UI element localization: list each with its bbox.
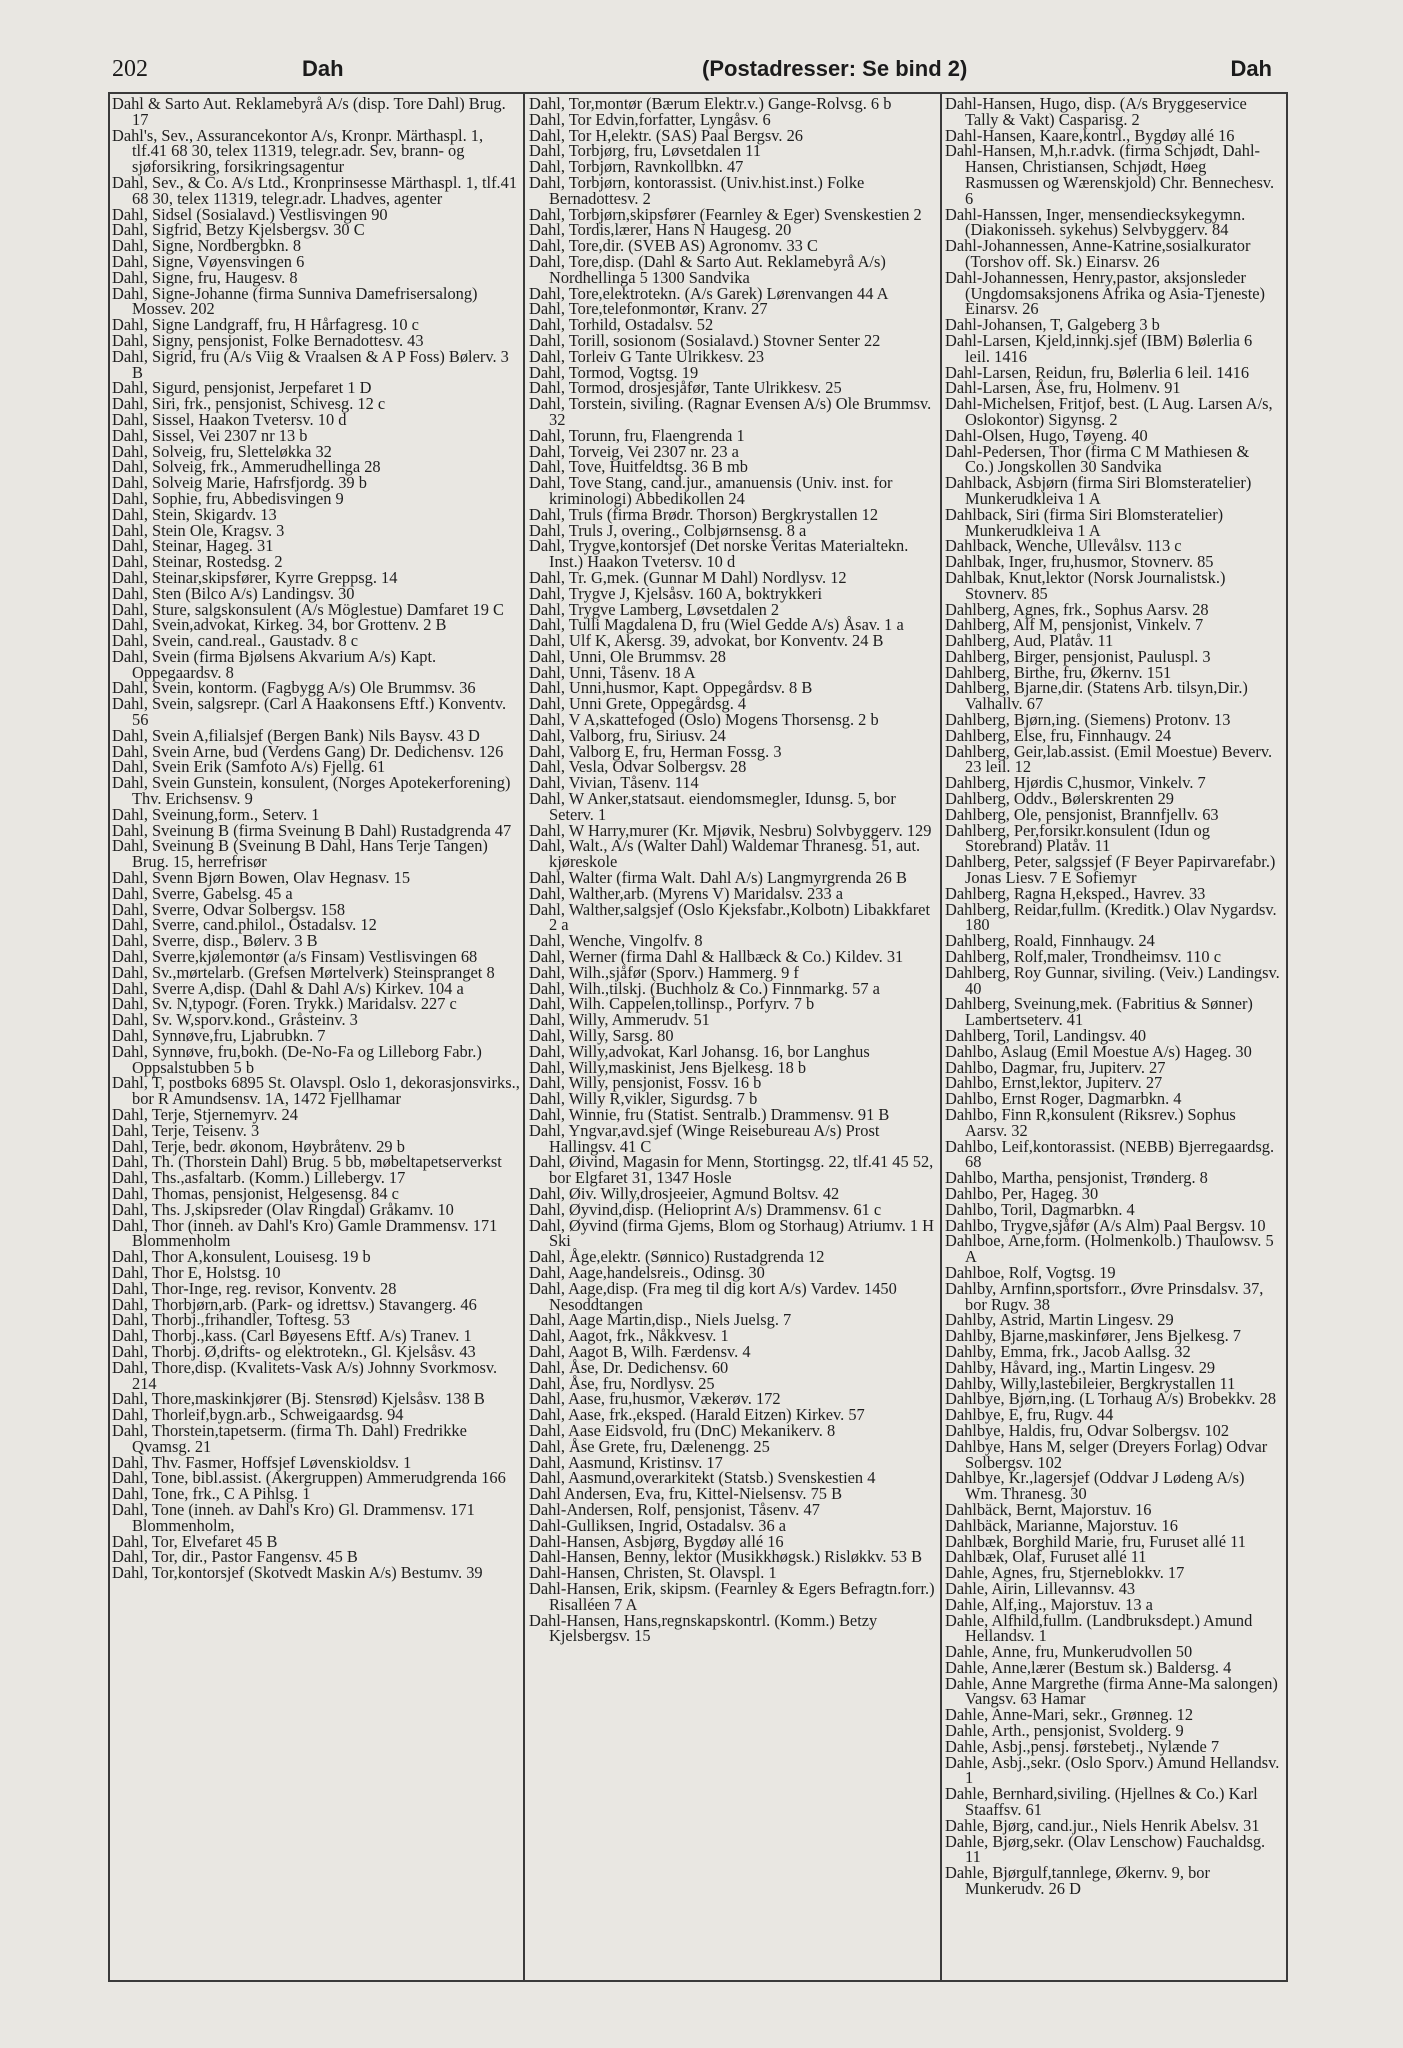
directory-entry: Dahl, Tore,telefonmontør, Kranv. 27: [529, 299, 768, 319]
page-header: [112, 56, 1292, 88]
directory-entry: Dahl's, Sev., Assurancekontor A/s, Kronpr. Märthaspl. 1, tlf.41 68 30, telex 11319, telegr.adr. Sev, brann- og sjøforsikring, forsikringsagentur: [112, 125, 484, 177]
directory-entry: Dahl, Svein,advokat, Kirkeg. 34, bor Grottenv. 2 B: [112, 615, 447, 635]
directory-entry: Dahl, Stein, Skigardv. 13: [112, 504, 277, 524]
directory-entry: Dahlberg, Peter, salgssjef (F Beyer Papirvarefabr.) Jonas Liesv. 7 E Sofiemyr: [945, 852, 1276, 888]
directory-entry: Dahlberg, Geir,lab.assist. (Emil Moestue) Beverv. 23 leil. 12: [945, 741, 1273, 777]
directory-entry: Dahl, Torbjørn, Ravnkollbkn. 47: [529, 157, 744, 177]
directory-entry: Dahl-Hansen, Christen, St. Olavspl. 1: [529, 1563, 777, 1583]
directory-entry: Dahl, Thomas, pensjonist, Helgesensg. 84 c: [112, 1183, 399, 1203]
directory-entry: Dahl, T, postboks 6895 St. Olavspl. Oslo 1, dekorasjonsvirks., bor R Amundsensv. 1A, 1472 Fjellhamar: [112, 1073, 520, 1109]
directory-entry: Dahl, Signe-Johanne (firma Sunniva Damefrisersalong) Mossev. 202: [112, 283, 478, 319]
column-3: [945, 96, 1280, 1976]
directory-entry: Dahlberg, Birthe, fru, Økernv. 151: [945, 662, 1172, 682]
directory-entry: Dahl, Torbjørn,skipsfører (Fearnley & Eger) Svenskestien 2: [529, 204, 922, 224]
directory-entry: Dahlberg, Per,forsikr.konsulent (Idun og Storebrand) Platåv. 11: [945, 820, 1210, 856]
directory-entry: Dahl, W Anker,statsaut. eiendomsmegler, Idunsg. 5, bor Seterv. 1: [529, 789, 896, 824]
directory-entry: Dahl, Tor, dir., Pastor Fangensv. 45 B: [112, 1547, 358, 1567]
directory-entry: Dahl, Torbjørg, fru, Løvsetdalen 11: [529, 141, 762, 161]
directory-entry: Dahlbo, Aslaug (Emil Moestue A/s) Hageg. 30: [945, 1041, 1252, 1061]
directory-entry: Dahl, Torhild, Ostadalsv. 52: [529, 315, 714, 335]
directory-entry: Dahlby, Emma, frk., Jacob Aallsg. 32: [945, 1341, 1191, 1361]
directory-entry: Dahlbye, Haldis, fru, Odvar Solbergsv. 102: [945, 1420, 1230, 1440]
directory-entry: Dahl, Svein, kontorm. (Fagbygg A/s) Ole Brummsv. 36: [112, 678, 476, 698]
directory-entry: Dahl, Aagot B, Wilh. Færdensv. 4: [529, 1341, 751, 1361]
directory-entry: Dahl, Tone, bibl.assist. (Akergruppen) Ammerudgrenda 166: [112, 1468, 506, 1488]
directory-entry: Dahl, Thorbj.,kass. (Carl Bøyesens Eftf. A/s) Tranev. 1: [112, 1326, 472, 1346]
directory-entry: Dahlberg, Rolf,maler, Trondheimsv. 110 c: [945, 947, 1221, 967]
directory-entry: Dahl, Aasmund,overarkitekt (Statsb.) Svenskestien 4: [529, 1468, 876, 1488]
directory-entry: Dahl, Torleiv G Tante Ulrikkesv. 23: [529, 346, 765, 366]
directory-entry: Dahl, Øivind, Magasin for Menn, Stortingsg. 22, tlf.41 45 52, bor Elgfaret 31, 1347 Hosle: [529, 1152, 934, 1188]
directory-entry: Dahl, Tore,elektrotekn. (A/s Garek) Lørenvangen 44 A: [529, 283, 889, 303]
directory-entry: Dahlberg, Hjørdis C,husmor, Vinkelv. 7: [945, 773, 1206, 793]
directory-entry: Dahle, Anne-Mari, sekr., Grønneg. 12: [945, 1705, 1194, 1725]
directory-entry: Dahlberg, Birger, pensjonist, Pauluspl. 3: [945, 646, 1211, 666]
directory-entry: Dahl, Thore,maskinkjører (Bj. Stensrød) Kjelsåsv. 138 B: [112, 1389, 485, 1409]
directory-entry: Dahl, Synnøve,fru, Ljabrubkn. 7: [112, 1026, 326, 1046]
directory-entry: Dahl, Sveinung B (firma Sveinung B Dahl) Rustadgrenda 47: [112, 820, 512, 840]
directory-entry: Dahl, V A,skattefoged (Oslo) Mogens Thorsensg. 2 b: [529, 710, 879, 730]
directory-entry: Dahl, Terje, bedr. økonom, Høybråtenv. 29 b: [112, 1136, 405, 1156]
directory-entry: Dahl, Sv. N,typogr. (Foren. Trykk.) Maridalsv. 227 c: [112, 994, 457, 1014]
directory-entry: Dahl, Steinar, Rostedsg. 2: [112, 552, 283, 572]
directory-entry: Dahlberg, Aud, Platåv. 11: [945, 631, 1114, 651]
directory-entry: Dahl, Willy, pensjonist, Fossv. 16 b: [529, 1073, 762, 1093]
directory-entry: Dahlbo, Martha, pensjonist, Trønderg. 8: [945, 1168, 1208, 1188]
directory-entry: Dahl, Tore,dir. (SVEB AS) Agronomv. 33 C: [529, 236, 818, 256]
directory-entry: Dahle, Anne, fru, Munkerudvollen 50: [945, 1642, 1193, 1662]
directory-entry: Dahl, Willy, Sarsg. 80: [529, 1026, 674, 1046]
directory-entry: Dahlbo, Per, Hageg. 30: [945, 1183, 1099, 1203]
header-left-guide-word: Dah: [302, 56, 344, 81]
directory-entry: Dahl, Wilh.,sjåfør (Sporv.) Hammerg. 9 f: [529, 962, 799, 982]
directory-entry: Dahlboe, Arne,form. (Holmenkolb.) Thaulowsv. 5 A: [945, 1231, 1274, 1267]
directory-entry: Dahl-Hansen, Hans,regnskapskontrl. (Komm.) Betzy Kjelsbergsv. 15: [529, 1610, 878, 1646]
directory-entry: Dahlberg, Bjørn,ing. (Siemens) Protonv. 13: [945, 710, 1231, 730]
directory-entry: Dahl, Thorleif,bygn.arb., Schweigaardsg. 94: [112, 1405, 404, 1425]
directory-entry: Dahlbo, Ernst Roger, Dagmarbkn. 4: [945, 1089, 1182, 1109]
directory-entry: Dahlbæk, Borghild Marie, fru, Furuset allé 11: [945, 1531, 1246, 1551]
directory-entry: Dahlbo, Trygve,sjåfør (A/s Alm) Paal Bergsv. 10: [945, 1215, 1266, 1235]
directory-entry: Dahl, Truls (firma Brødr. Thorson) Bergkrystallen 12: [529, 504, 879, 524]
column-divider: [940, 92, 942, 1982]
directory-entry: Dahl, Svein Arne, bud (Verdens Gang) Dr. Dedichensv. 126: [112, 741, 504, 761]
directory-entry: Dahlberg, Ole, pensjonist, Brannfjellv. 63: [945, 804, 1219, 824]
directory-entry: Dahl Andersen, Eva, fru, Kittel-Nielsensv. 75 B: [529, 1484, 843, 1504]
directory-entry: Dahl, W Harry,murer (Kr. Mjøvik, Nesbru) Solvbyggerv. 129: [529, 820, 932, 840]
directory-entry: Dahl & Sarto Aut. Reklamebyrå A/s (disp. Tore Dahl) Brug. 17: [112, 96, 506, 129]
directory-entry: Dahlboe, Rolf, Vogtsg. 19: [945, 1262, 1116, 1282]
directory-entry: Dahl, Sissel, Haakon Tvetersv. 10 d: [112, 409, 347, 429]
directory-entry: Dahl, Thorbj.,frihandler, Toftesg. 53: [112, 1310, 350, 1330]
directory-entry: Dahl, Valborg E, fru, Herman Fossg. 3: [529, 741, 782, 761]
directory-entry: Dahl-Pedersen, Thor (firma C M Mathiesen & Co.) Jongskollen 30 Sandvika: [945, 441, 1250, 477]
directory-entry: Dahl, Sissel, Vei 2307 nr 13 b: [112, 425, 308, 445]
directory-entry: Dahl-Johannessen, Anne-Katrine,sosialkurator (Torshov off. Sk.) Einarsv. 26: [945, 236, 1251, 271]
directory-entry: Dahl, Werner (firma Dahl & Hallbæck & Co.) Kildev. 31: [529, 947, 904, 967]
directory-entry: Dahl, Åge,elektr. (Sønnico) Rustadgrenda 12: [529, 1247, 825, 1267]
directory-entry: Dahl, Walt., A/s (Walter Dahl) Waldemar Thranesg. 51, aut. kjøreskole: [529, 836, 921, 872]
column-1: [112, 96, 522, 1976]
directory-entry: Dahl, Sverre A,disp. (Dahl & Dahl A/s) Kirkev. 104 a: [112, 978, 464, 998]
directory-entry: Dahl-Olsen, Hugo, Tøyeng. 40: [945, 425, 1148, 445]
directory-entry: Dahl, Ulf K, Akersg. 39, advokat, bor Konventv. 24 B: [529, 631, 884, 651]
directory-entry: Dahlbo, Dagmar, fru, Jupiterv. 27: [945, 1057, 1166, 1077]
directory-entry: Dahlberg, Sveinung,mek. (Fabritius & Sønner) Lambertseterv. 41: [945, 994, 1253, 1030]
directory-entry: Dahlbye, Hans M, selger (Dreyers Forlag) Odvar Solbergsv. 102: [945, 1436, 1268, 1472]
directory-entry: Dahl, Thore,disp. (Kvalitets-Vask A/s) Johnny Svorkmosv. 214: [112, 1357, 498, 1393]
directory-entry: Dahl, Sidsel (Sosialavd.) Vestlisvingen 90: [112, 204, 388, 224]
directory-entry: Dahl-Johansen, T, Galgeberg 3 b: [945, 315, 1160, 335]
directory-entry: Dahl, Sv.,mørtelarb. (Grefsen Mørtelverk) Steinspranget 8: [112, 962, 495, 982]
directory-entry: Dahl, Tore,disp. (Dahl & Sarto Aut. Reklamebyrå A/s) Nordhellinga 5 1300 Sandvika: [529, 251, 886, 287]
directory-entry: Dahlbye, Kr.,lagersjef (Oddvar J Lødeng A/s) Wm. Thranesg. 30: [945, 1468, 1245, 1504]
directory-entry: Dahle, Bjørg, cand.jur., Niels Henrik Abelsv. 31: [945, 1815, 1260, 1835]
directory-entry: Dahle, Bjørg,sekr. (Olav Lenschow) Fauchaldsg. 11: [945, 1831, 1266, 1867]
directory-entry: Dahlbäck, Marianne, Majorstuv. 16: [945, 1515, 1178, 1535]
directory-entry: Dahlby, Håvard, ing., Martin Lingesv. 29: [945, 1357, 1216, 1377]
directory-entry: Dahle, Airin, Lillevannsv. 43: [945, 1578, 1136, 1598]
directory-entry: Dahl, Thorbj. Ø,drifts- og elektrotekn., Gl. Kjelsåsv. 43: [112, 1341, 476, 1361]
directory-entry: Dahl, Tove Stang, cand.jur., amanuensis (Univ. inst. for kriminologi) Abbedikollen 24: [529, 473, 893, 508]
directory-entry: Dahl, Valborg, fru, Siriusv. 24: [529, 725, 726, 745]
directory-entry: Dahl, Svein Gunstein, konsulent, (Norges Apotekerforening) Thv. Erichsensv. 9: [112, 773, 511, 809]
directory-entry: Dahl, Torstein, siviling. (Ragnar Evensen A/s) Ole Brummsv. 32: [529, 394, 932, 429]
directory-entry: Dahl, Øyvind (firma Gjems, Blom og Storhaug) Atriumv. 1 H Ski: [529, 1215, 935, 1251]
directory-entry: Dahl, Øiv. Willy,drosjeeier, Agmund Boltsv. 42: [529, 1183, 840, 1203]
directory-entry: Dahl, Thv. Fasmer, Hoffsjef Løvenskioldsv. 1: [112, 1452, 412, 1472]
directory-entry: Dahl, Tor,kontorsjef (Skotvedt Maskin A/s) Bestumv. 39: [112, 1563, 483, 1583]
directory-entry: Dahle, Anne Margrethe (firma Anne-Ma salongen) Vangsv. 63 Hamar: [945, 1673, 1278, 1709]
directory-entry: Dahl-Hansen, Erik, skipsm. (Fearnley & Egers Befragtn.forr.) Risalléen 7 A: [529, 1578, 935, 1614]
directory-entry: Dahl, Willy,maskinist, Jens Bjelkesg. 18 b: [529, 1057, 807, 1077]
directory-entry: Dahl, Svenn Bjørn Bowen, Olav Hegnasv. 15: [112, 868, 411, 888]
header-right-guide-word: Dah: [1230, 56, 1272, 81]
directory-entry: Dahlbo, Ernst,lektor, Jupiterv. 27: [945, 1073, 1163, 1093]
directory-entry: Dahl, Aage Martin,disp., Niels Juelsg. 7: [529, 1310, 792, 1330]
directory-entry: Dahlberg, Toril, Landingsv. 40: [945, 1026, 1147, 1046]
directory-entry: Dahle, Bjørgulf,tannlege, Økernv. 9, bor Munkerudv. 26 D: [945, 1863, 1210, 1899]
directory-entry: Dahl, Thor (inneh. av Dahl's Kro) Gamle Drammensv. 171 Blommenholm: [112, 1215, 498, 1251]
directory-entry: Dahlby, Willy,lastebileier, Bergkrystallen 11: [945, 1373, 1236, 1393]
directory-entry: Dahl, Sture, salgskonsulent (A/s Möglestue) Damfaret 19 C: [112, 599, 504, 619]
directory-entry: Dahlberg, Bjarne,dir. (Statens Arb. tilsyn,Dir.) Valhallv. 67: [945, 678, 1248, 714]
directory-entry: Dahl, Thor-Inge, reg. revisor, Konventv. 28: [112, 1278, 397, 1298]
directory-entry: Dahle, Bernhard,siviling. (Hjellnes & Co.) Karl Staaffsv. 61: [945, 1784, 1258, 1820]
directory-entry: Dahl, Th. (Thorstein Dahl) Brug. 5 bb, møbeltapetserverkst: [112, 1152, 502, 1172]
directory-entry: Dahlbo, Toril, Dagmarbkn. 4: [945, 1199, 1135, 1219]
directory-entry: Dahl, Wilh. Cappelen,tollinsp., Porfyrv. 7 b: [529, 994, 815, 1014]
directory-entry: Dahl, Sverre,kjølemontør (a/s Finsam) Vestlisvingen 68: [112, 947, 478, 967]
directory-entry: Dahlberg, Agnes, frk., Sophus Aarsv. 28: [945, 599, 1209, 619]
directory-entry: Dahlbak, Knut,lektor (Norsk Journalistsk.) Stovnerv. 85: [945, 567, 1226, 603]
directory-entry: Dahl, Svein A,filialsjef (Bergen Bank) Nils Baysv. 43 D: [112, 725, 480, 745]
directory-entry: Dahl-Hansen, Kaare,kontrl., Bygdøy allé 16: [945, 125, 1235, 145]
directory-entry: Dahl, Truls J, overing., Colbjørnsensg. 8 a: [529, 520, 807, 540]
directory-entry: Dahl, Trygve,kontorsjef (Det norske Veritas Materialtekn. Inst.) Haakon Tvetersv. 10 d: [529, 536, 909, 572]
directory-entry: Dahl-Hansen, Hugo, disp. (A/s Bryggeservice Tally & Vakt) Casparisg. 2: [945, 96, 1247, 129]
directory-entry: Dahl, Sverre, Gabelsg. 45 a: [112, 883, 293, 903]
directory-entry: Dahl, Tr. G,mek. (Gunnar M Dahl) Nordlysv. 12: [529, 567, 847, 587]
directory-entry: Dahl, Aase Eidsvold, fru (DnC) Mekanikerv. 8: [529, 1420, 836, 1440]
header-center-note: (Postadresser: Se bind 2): [702, 56, 968, 81]
directory-entry: Dahl, Thor A,konsulent, Louisesg. 19 b: [112, 1247, 371, 1267]
directory-entry: Dahlberg, Reidar,fullm. (Kreditk.) Olav Nygardsv. 180: [945, 899, 1277, 935]
directory-entry: Dahlback, Wenche, Ullevålsv. 113 c: [945, 536, 1182, 556]
directory-entry: Dahl-Hansen, Asbjørg, Bygdøy allé 16: [529, 1531, 784, 1551]
directory-entry: Dahle, Anne,lærer (Bestum sk.) Baldersg. 4: [945, 1657, 1232, 1677]
directory-entry: Dahlbo, Leif,kontorassist. (NEBB) Bjerregaardsg. 68: [945, 1136, 1275, 1172]
directory-entry: Dahlberg, Roy Gunnar, siviling. (Veiv.) Landingsv. 40: [945, 962, 1280, 998]
directory-entry: Dahl-Larsen, Kjeld,innkj.sjef (IBM) Bølerlia 6 leil. 1416: [945, 330, 1253, 366]
directory-entry: Dahl, Sev., & Co. A/s Ltd., Kronprinsesse Märthaspl. 1, tlf.41 68 30, telex 11319, telegr.adr. Lhadves, agenter: [112, 172, 518, 208]
directory-entry: Dahl-Gulliksen, Ingrid, Ostadalsv. 36 a: [529, 1515, 787, 1535]
directory-entry: Dahl, Unni, Ole Brummsv. 28: [529, 646, 726, 666]
directory-entry: Dahl, Signy, pensjonist, Folke Bernadottesv. 43: [112, 330, 424, 350]
directory-entry: Dahl, Signe, fru, Haugesv. 8: [112, 267, 298, 287]
directory-entry: Dahl, Sigurd, pensjonist, Jerpefaret 1 D: [112, 378, 372, 398]
directory-entry: Dahl, Solveig, frk., Ammerudhellinga 28: [112, 457, 381, 477]
directory-entry: Dahl, Stein Ole, Kragsv. 3: [112, 520, 285, 540]
directory-entry: Dahlbak, Inger, fru,husmor, Stovnerv. 85: [945, 552, 1214, 572]
directory-entry: Dahl, Terje, Stjernemyrv. 24: [112, 1105, 298, 1124]
directory-entry: Dahl, Tor H,elektr. (SAS) Paal Bergsv. 26: [529, 125, 803, 145]
directory-entry: Dahle, Asbj.,sekr. (Oslo Sporv.) Amund Hellandsv. 1: [945, 1752, 1280, 1788]
directory-entry: Dahl, Ths.,asfaltarb. (Komm.) Lillebergv. 17: [112, 1168, 406, 1188]
directory-entry: Dahl-Larsen, Reidun, fru, Bølerlia 6 leil. 1416: [945, 362, 1250, 382]
column-divider: [523, 92, 525, 1982]
directory-entry: Dahl, Vesla, Odvar Solbergsv. 28: [529, 757, 747, 777]
directory-entry: Dahl, Øyvind,disp. (Helioprint A/s) Drammensv. 61 c: [529, 1199, 882, 1219]
directory-entry: Dahlbæk, Olaf, Furuset allé 11: [945, 1547, 1147, 1567]
directory-entry: Dahl, Walther,arb. (Myrens V) Maridalsv. 233 a: [529, 883, 844, 903]
directory-entry: Dahlberg, Ragna H,eksped., Havrev. 33: [945, 883, 1206, 903]
directory-entry: Dahl, Solveig Marie, Hafrsfjordg. 39 b: [112, 473, 367, 493]
directory-entry: Dahl-Hansen, M,h.r.advk. (firma Schjødt, Dahl-Hansen, Christiansen, Schjødt, Høeg Rasmussen og Wærenskjold) Chr. Bennechesv. 6: [945, 141, 1275, 208]
directory-entry: Dahl, Sveinung,form., Seterv. 1: [112, 804, 320, 824]
directory-entry: Dahlbäck, Bernt, Majorstuv. 16: [945, 1499, 1152, 1519]
directory-entry: Dahl, Trygve Lamberg, Løvsetdalen 2: [529, 599, 780, 619]
directory-entry: Dahl, Sigrid, fru (A/s Viig & Vraalsen & A P Foss) Bølerv. 3 B: [112, 346, 509, 382]
directory-entry: Dahl, Aagot, frk., Nåkkvesv. 1: [529, 1326, 729, 1346]
directory-entry: Dahlback, Asbjørn (firma Siri Blomsteratelier) Munkerudkleiva 1 A: [945, 473, 1252, 508]
directory-entry: Dahl, Thor E, Holstsg. 10: [112, 1262, 281, 1282]
directory-entry: Dahl, Sveinung B (Sveinung B Dahl, Hans Terje Tangen) Brug. 15, herrefrisør: [112, 836, 488, 872]
directory-entry: Dahl, Tor Edvin,forfatter, Lyngåsv. 6: [529, 109, 771, 129]
directory-entry: Dahl, Tulli Magdalena D, fru (Wiel Gedde A/s) Åsav. 1 a: [529, 615, 904, 635]
directory-entry: Dahl, Walter (firma Walt. Dahl A/s) Langmyrgrenda 26 B: [529, 868, 907, 888]
directory-entry: Dahl, Torveig, Vei 2307 nr. 23 a: [529, 441, 739, 461]
directory-entry: Dahlby, Arnfinn,sportsforr., Øvre Prinsdalsv. 37, bor Rugv. 38: [945, 1278, 1264, 1314]
directory-entry: Dahl, Synnøve, fru,bokh. (De-No-Fa og Lilleborg Fabr.) Oppsalstubben 5 b: [112, 1041, 482, 1077]
directory-entry: Dahlby, Astrid, Martin Lingesv. 29: [945, 1310, 1174, 1330]
directory-entry: Dahl, Willy,advokat, Karl Johansg. 16, bor Langhus: [529, 1041, 870, 1061]
directory-entry: Dahl, Tone, frk., C A Pihlsg. 1: [112, 1484, 311, 1504]
directory-entry: Dahl, Thorstein,tapetserm. (firma Th. Dahl) Fredrikke Qvamsg. 21: [112, 1420, 467, 1456]
directory-entry: Dahl, Aase, fru,husmor, Vækerøv. 172: [529, 1389, 781, 1409]
directory-entry: Dahle, Arth., pensjonist, Svolderg. 9: [945, 1721, 1184, 1741]
directory-entry: Dahl, Sv. W,sporv.kond., Gråsteinv. 3: [112, 1010, 358, 1030]
directory-entry: Dahl, Steinar, Hageg. 31: [112, 536, 274, 556]
directory-entry: Dahl, Aage,handelsreis., Odinsg. 30: [529, 1262, 765, 1282]
directory-entry: Dahl, Torill, sosionom (Sosialavd.) Stovner Senter 22: [529, 330, 881, 350]
directory-entry: Dahl, Tone (inneh. av Dahl's Kro) Gl. Drammensv. 171 Blommenholm,: [112, 1499, 475, 1535]
directory-entry: Dahl, Sverre, cand.philol., Ostadalsv. 12: [112, 915, 377, 935]
directory-entry: Dahl, Unni Grete, Oppegårdsg. 4: [529, 694, 747, 714]
directory-entry: Dahlby, Bjarne,maskinfører, Jens Bjelkesg. 7: [945, 1326, 1241, 1346]
directory-entry: Dahl, Svein Erik (Samfoto A/s) Fjellg. 61: [112, 757, 386, 777]
directory-entry: Dahlberg, Else, fru, Finnhaugv. 24: [945, 725, 1172, 745]
directory-entry: Dahl, Sten (Bilco A/s) Landingsv. 30: [112, 583, 355, 603]
directory-entry: Dahlbye, Bjørn,ing. (L Torhaug A/s) Brobekkv. 28: [945, 1389, 1277, 1409]
directory-entry: Dahle, Alf,ing., Majorstuv. 13 a: [945, 1594, 1153, 1614]
directory-entry: Dahlbye, E, fru, Rugv. 44: [945, 1405, 1114, 1425]
directory-entry: Dahl, Aage,disp. (Fra meg til dig kort A/s) Vardev. 1450 Nesoddtangen: [529, 1278, 897, 1314]
directory-entry: Dahl, Tordis,lærer, Hans N Haugesg. 20: [529, 220, 792, 240]
directory-entry: Dahl, Signe, Vøyensvingen 6: [112, 251, 305, 271]
directory-entry: Dahl, Aase, frk.,eksped. (Harald Eitzen) Kirkev. 57: [529, 1405, 865, 1425]
directory-entry: Dahl, Winnie, fru (Statist. Sentralb.) Drammensv. 91 B: [529, 1105, 890, 1124]
directory-entry: Dahl, Tor,montør (Bærum Elektr.v.) Gange-Rolvsg. 6 b: [529, 96, 892, 113]
directory-entry: Dahl, Tor, Elvefaret 45 B: [112, 1531, 278, 1551]
directory-entry: Dahl, Åse, fru, Nordlysv. 25: [529, 1373, 715, 1393]
directory-entry: Dahl, Tormod, Vogtsg. 19: [529, 362, 699, 382]
directory-entry: Dahl, Sverre, Odvar Solbergsv. 158: [112, 899, 346, 919]
directory-entry: Dahl, Sigfrid, Betzy Kjelsbergsv. 30 C: [112, 220, 365, 240]
directory-entry: Dahl, Torbjørn, kontorassist. (Univ.hist.inst.) Folke Bernadottesv. 2: [529, 172, 865, 208]
page-number: 202: [112, 56, 148, 82]
directory-entry: Dahlberg, Roald, Finnhaugv. 24: [945, 931, 1155, 951]
directory-entry: Dahl, Unni, Tåsenv. 18 A: [529, 662, 696, 682]
directory-entry: Dahl, Wilh.,tilskj. (Buchholz & Co.) Finnmarkg. 57 a: [529, 978, 880, 998]
directory-entry: Dahl, Signe Landgraff, fru, H Hårfagresg. 10 c: [112, 315, 419, 335]
directory-entry: Dahlbo, Finn R,konsulent (Riksrev.) Sophus Aarsv. 32: [945, 1105, 1236, 1140]
directory-entry: Dahl-Johannessen, Henry,pastor, aksjonsleder (Ungdomsaksjonens Afrika og Asia-Tjeneste) Einarsv. 26: [945, 267, 1265, 319]
directory-entry: Dahl-Andersen, Rolf, pensjonist, Tåsenv. 47: [529, 1499, 820, 1519]
directory-entry: Dahlberg, Alf M, pensjonist, Vinkelv. 7: [945, 615, 1204, 635]
directory-entry: Dahle, Alfhild,fullm. (Landbruksdept.) Amund Hellandsv. 1: [945, 1610, 1253, 1646]
directory-entry: Dahl, Torunn, fru, Flaengrenda 1: [529, 425, 745, 445]
directory-entry: Dahl, Signe, Nordbergbkn. 8: [112, 236, 302, 256]
directory-entry: Dahl, Thorbjørn,arb. (Park- og idrettsv.) Stavangerg. 46: [112, 1294, 477, 1314]
directory-entry: Dahl, Siri, frk., pensjonist, Schivesg. 12 c: [112, 394, 386, 414]
column-2: [529, 96, 939, 1976]
directory-entry: Dahl, Ths. J,skipsreder (Olav Ringdal) Gråkamv. 10: [112, 1199, 454, 1219]
directory-entry: Dahlberg, Oddv., Bølerskrenten 29: [945, 789, 1174, 809]
directory-entry: Dahl, Solveig, fru, Sletteløkka 32: [112, 441, 332, 461]
directory-entry: Dahle, Agnes, fru, Stjerneblokkv. 17: [945, 1563, 1185, 1583]
directory-entry: Dahl, Willy, Ammerudv. 51: [529, 1010, 710, 1030]
directory-entry: Dahl, Wenche, Vingolfv. 8: [529, 931, 703, 951]
directory-entry: Dahl, Svein (firma Bjølsens Akvarium A/s) Kapt. Oppegaardsv. 8: [112, 646, 437, 682]
directory-entry: Dahl, Steinar,skipsfører, Kyrre Greppsg. 14: [112, 567, 398, 587]
directory-entry: Dahl, Vivian, Tåsenv. 114: [529, 773, 699, 793]
directory-entry: Dahl-Michelsen, Fritjof, best. (L Aug. Larsen A/s, Oslokontor) Sigynsg. 2: [945, 394, 1273, 429]
directory-entry: Dahl, Sverre, disp., Bølerv. 3 B: [112, 931, 318, 951]
directory-entry: Dahlback, Siri (firma Siri Blomsteratelier) Munkerudkleiva 1 A: [945, 504, 1224, 540]
directory-entry: Dahl-Hansen, Benny, lektor (Musikkhøgsk.) Risløkkv. 53 B: [529, 1547, 923, 1567]
directory-entry: Dahl, Willy R,vikler, Sigurdsg. 7 b: [529, 1089, 758, 1109]
directory-entry: Dahl, Terje, Teisenv. 3: [112, 1120, 260, 1140]
directory-entry: Dahl-Larsen, Åse, fru, Holmenv. 91: [945, 378, 1181, 398]
directory-entry: Dahl, Svein, cand.real., Gaustadv. 8 c: [112, 631, 359, 651]
directory-entry: Dahl, Sophie, fru, Abbedisvingen 9: [112, 488, 344, 508]
directory-entry: Dahl-Hanssen, Inger, mensendiecksykegymn. (Diakonisseh. sykehus) Selvbyggerv. 84: [945, 204, 1246, 240]
directory-entry: Dahl, Aasmund, Kristinsv. 17: [529, 1452, 723, 1472]
directory-entry: Dahl, Trygve J, Kjelsåsv. 160 A, boktrykkeri: [529, 583, 823, 603]
directory-entry: Dahl, Svein, salgsrepr. (Carl A Haakonsens Eftf.) Konventv. 56: [112, 694, 507, 730]
directory-entry: Dahl, Åse Grete, fru, Dælenengg. 25: [529, 1436, 770, 1456]
directory-entry: Dahle, Asbj.,pensj. førstebetj., Nylænde 7: [945, 1736, 1220, 1756]
directory-entry: Dahl, Åse, Dr. Dedichensv. 60: [529, 1357, 729, 1377]
directory-entry: Dahl, Tove, Huitfeldtsg. 36 B mb: [529, 457, 748, 477]
directory-entry: Dahl, Walther,salgsjef (Oslo Kjeksfabr.,Kolbotn) Libakkfaret 2 a: [529, 899, 931, 935]
directory-entry: Dahl, Tormod, drosjesjåfør, Tante Ulrikkesv. 25: [529, 378, 842, 398]
directory-entry: Dahl, Unni,husmor, Kapt. Oppegårdsv. 8 B: [529, 678, 813, 698]
directory-entry: Dahl, Yngvar,avd.sjef (Winge Reisebureau A/s) Prost Hallingsv. 41 C: [529, 1120, 880, 1156]
